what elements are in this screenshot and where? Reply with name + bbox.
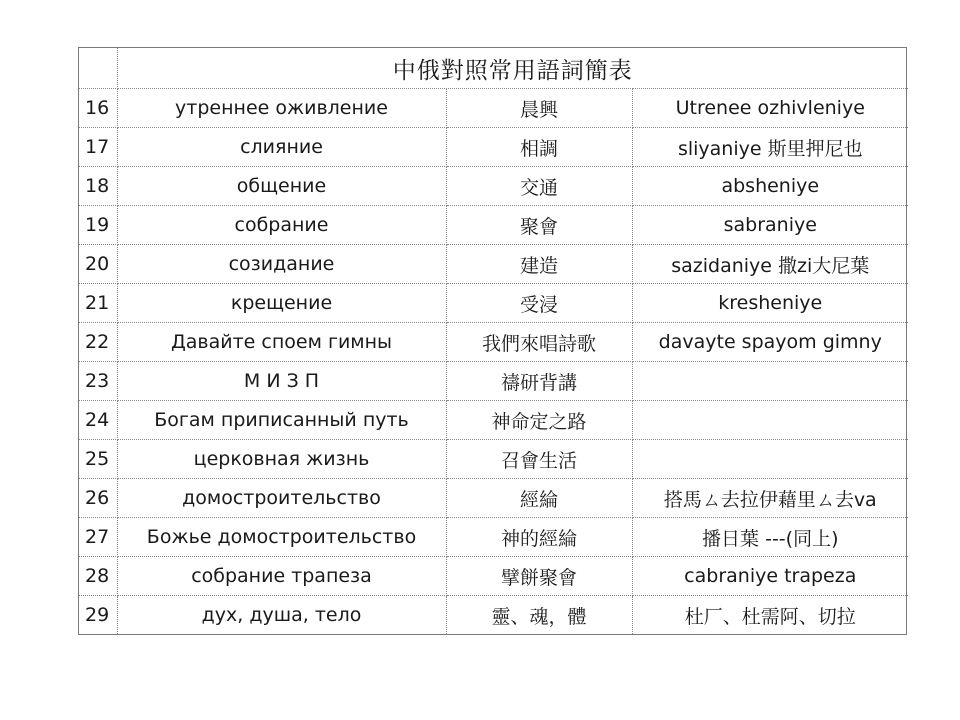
russian-term-cell: Давайте споем гимны xyxy=(117,323,446,362)
transliteration-cell: davayte spayom gimny xyxy=(632,323,908,362)
russian-term-cell: утреннее оживление xyxy=(117,89,446,128)
row-number-cell: 29 xyxy=(79,596,117,635)
transliteration-cell xyxy=(632,362,908,401)
chinese-term-cell: 相調 xyxy=(446,128,632,167)
row-number-cell: 25 xyxy=(79,440,117,479)
transliteration-cell: cabraniye trapeza xyxy=(632,557,908,596)
row-number-cell: 23 xyxy=(79,362,117,401)
russian-term-cell: М И З П xyxy=(117,362,446,401)
row-number-cell: 21 xyxy=(79,284,117,323)
russian-term-cell: церковная жизнь xyxy=(117,440,446,479)
table-row xyxy=(79,596,908,635)
table-row xyxy=(79,518,908,557)
transliteration-cell: sazidaniye 撒zi大尼葉 xyxy=(632,245,908,284)
table-row xyxy=(79,167,908,206)
transliteration-cell: absheniye xyxy=(632,167,908,206)
table-row xyxy=(79,323,908,362)
transliteration-cell xyxy=(632,440,908,479)
vocabulary-table xyxy=(79,48,908,634)
chinese-term-cell: 建造 xyxy=(446,245,632,284)
row-number-cell: 17 xyxy=(79,128,117,167)
table-row xyxy=(79,128,908,167)
chinese-term-cell: 神命定之路 xyxy=(446,401,632,440)
row-number-cell: 16 xyxy=(79,89,117,128)
table-row xyxy=(79,557,908,596)
transliteration-cell: Utrenee ozhivleniye xyxy=(632,89,908,128)
transliteration-cell: sabraniye xyxy=(632,206,908,245)
transliteration-cell: sliyaniye 斯里押尼也 xyxy=(632,128,908,167)
chinese-term-cell: 晨興 xyxy=(446,89,632,128)
row-number-cell: 28 xyxy=(79,557,117,596)
transliteration-cell xyxy=(632,401,908,440)
chinese-term-cell: 聚會 xyxy=(446,206,632,245)
vocabulary-table-sheet xyxy=(78,47,907,635)
russian-term-cell: собрание трапеза xyxy=(117,557,446,596)
transliteration-cell: 播日葉 ---(同上) xyxy=(632,518,908,557)
table-row xyxy=(79,479,908,518)
transliteration-cell: 搭馬ㄙ去拉伊藉里ㄙ去va xyxy=(632,479,908,518)
row-number-cell: 22 xyxy=(79,323,117,362)
row-number-cell: 27 xyxy=(79,518,117,557)
russian-term-cell: собрание xyxy=(117,206,446,245)
chinese-term-cell: 經綸 xyxy=(446,479,632,518)
russian-term-cell: общение xyxy=(117,167,446,206)
russian-term-cell: Божье домостроительство xyxy=(117,518,446,557)
table-row xyxy=(79,245,908,284)
table-row xyxy=(79,401,908,440)
russian-term-cell: созидание xyxy=(117,245,446,284)
chinese-term-cell: 靈、魂，體 xyxy=(446,596,632,635)
transliteration-cell: 杜厂、杜需阿、切拉 xyxy=(684,605,856,628)
table-row xyxy=(79,206,908,245)
table-row xyxy=(79,440,908,479)
chinese-term-cell: 交通 xyxy=(446,167,632,206)
russian-term-cell: крещение xyxy=(117,284,446,323)
chinese-term-cell: 召會生活 xyxy=(446,440,632,479)
russian-term-cell: домостроительство xyxy=(117,479,446,518)
chinese-term-cell: 神的經綸 xyxy=(446,518,632,557)
row-number-cell: 24 xyxy=(79,401,117,440)
russian-term-cell: дух, душа, тело xyxy=(117,596,446,635)
chinese-term-cell: 我們來唱詩歌 xyxy=(446,323,632,362)
row-number-cell: 18 xyxy=(79,167,117,206)
row-number-cell: 26 xyxy=(79,479,117,518)
row-number-cell: 20 xyxy=(79,245,117,284)
russian-term-cell: Богам приписанный путь xyxy=(117,401,446,440)
table-row xyxy=(79,284,908,323)
chinese-term-cell: 受浸 xyxy=(446,284,632,323)
title-blank-cell xyxy=(79,48,117,89)
table-title: 中俄對照常用語詞簡表 xyxy=(117,48,908,89)
transliteration-cell: kresheniye xyxy=(632,284,908,323)
russian-term-cell: слияние xyxy=(117,128,446,167)
table-row xyxy=(79,89,908,128)
table-title-row xyxy=(79,48,908,89)
chinese-term-cell: 禱研背講 xyxy=(446,362,632,401)
chinese-term-cell: 擘餅聚會 xyxy=(446,557,632,596)
row-number-cell: 19 xyxy=(79,206,117,245)
table-row xyxy=(79,362,908,401)
